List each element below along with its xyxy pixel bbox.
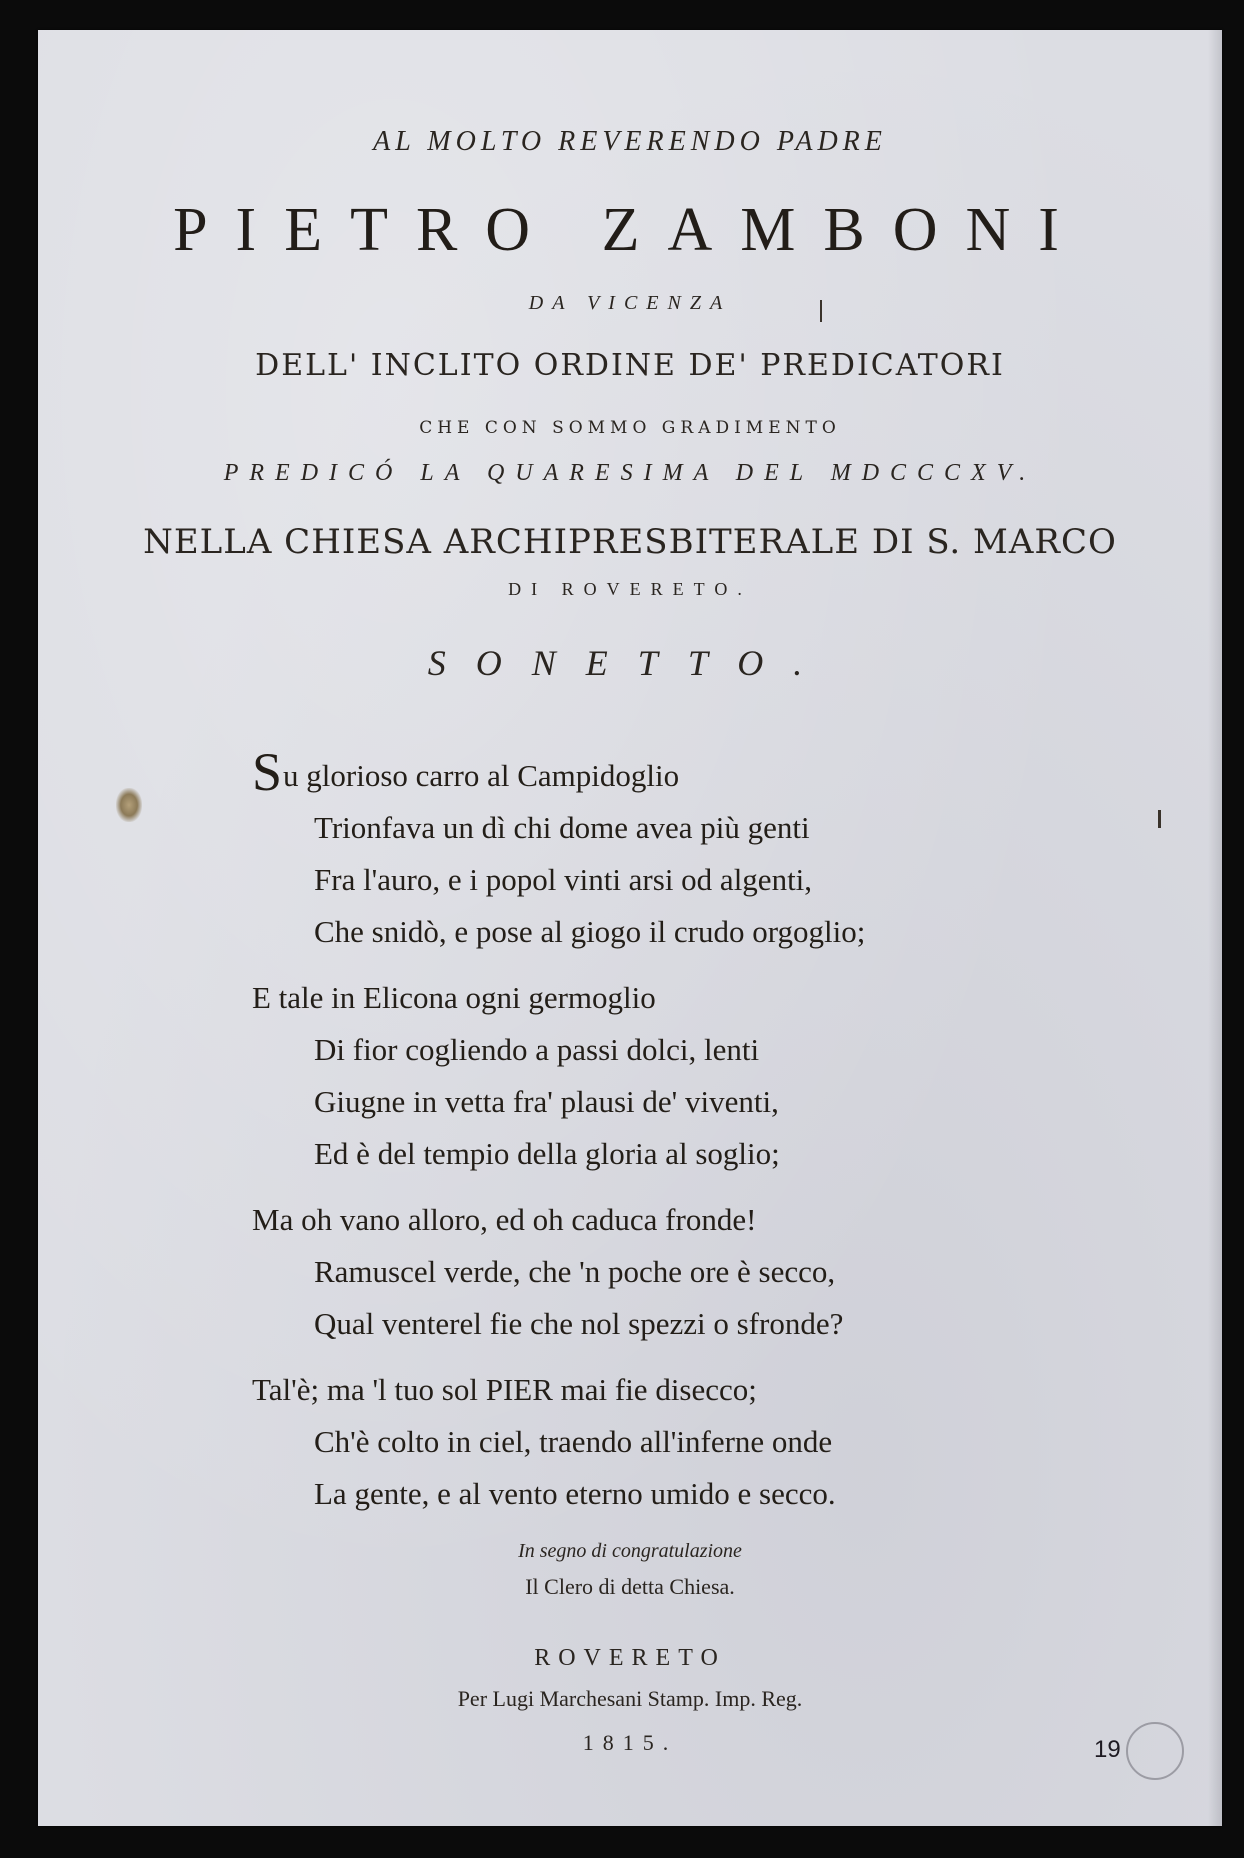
verse: Trionfava un dì chi dome avea più genti <box>314 810 810 845</box>
verse: Tal'è; ma 'l tuo sol PIER mai fie disecco; <box>252 1372 757 1407</box>
honoree-name: PIETRO ZAMBONI <box>173 196 1087 264</box>
stanza-1 <box>252 742 866 958</box>
verse: Ramuscel verde, che 'n poche ore è secco, <box>314 1254 836 1289</box>
verse: Che snidò, e pose al giogo il crudo orgoglio; <box>314 914 866 949</box>
shelfmark: 19 <box>1094 1736 1121 1763</box>
verse: Ed è del tempio della gloria al soglio; <box>314 1136 780 1171</box>
verse: Fra l'auro, e i popol vinti arsi od algenti, <box>314 862 813 897</box>
printed-sheet <box>38 30 1222 1826</box>
drop-capital: S <box>252 742 283 802</box>
poem-form-title: SONETTO. <box>427 643 833 683</box>
praise-line: CHE CON SOMMO GRADIMENTO <box>419 418 841 438</box>
ink-speck <box>820 300 822 322</box>
stanza-2 <box>252 972 865 1180</box>
church-line: NELLA CHIESA ARCHIPRESBITERALE DI S. MARCO <box>143 522 1117 562</box>
verse: Su glorioso carro al Campidoglio <box>252 742 680 802</box>
stanza-4 <box>252 1364 865 1520</box>
verse: Ch'è colto in ciel, traendo all'inferne onde <box>314 1424 833 1459</box>
imprint-year: 1815. <box>582 1730 678 1755</box>
religious-order: DELL' INCLITO ORDINE DE' PREDICATORI <box>255 348 1005 383</box>
verse: La gente, e al vento eterno umido e secco. <box>314 1476 836 1511</box>
paper-stain <box>116 788 142 822</box>
ink-speck <box>1158 810 1161 828</box>
verse: Di fior cogliendo a passi dolci, lenti <box>314 1032 760 1067</box>
verse: E tale in Elicona ogni germoglio <box>252 980 656 1015</box>
verse: Giugne in vetta fra' plausi de' viventi, <box>314 1084 779 1119</box>
verse: Qual venterel fie che nol spezzi o sfronde? <box>314 1306 844 1341</box>
verse: Ma oh vano alloro, ed oh caduca fronde! <box>252 1202 757 1237</box>
origin-city: DA VICENZA <box>528 292 732 314</box>
sonnet <box>252 742 866 1534</box>
library-stamp <box>1126 1722 1184 1780</box>
town-line: DI ROVERETO. <box>508 579 752 599</box>
imprint-city: ROVERETO <box>534 1645 726 1671</box>
stanza-3 <box>252 1194 865 1350</box>
lent-sermon-line: PREDICÓ LA QUARESIMA DEL MDCCCXV. <box>223 460 1037 486</box>
addressee-line: AL MOLTO REVERENDO PADRE <box>373 126 887 157</box>
signatory: Il Clero di detta Chiesa. <box>525 1574 735 1599</box>
dedication-note: In segno di congratulazione <box>518 1540 742 1562</box>
imprint-printer: Per Lugi Marchesani Stamp. Imp. Reg. <box>457 1686 803 1711</box>
